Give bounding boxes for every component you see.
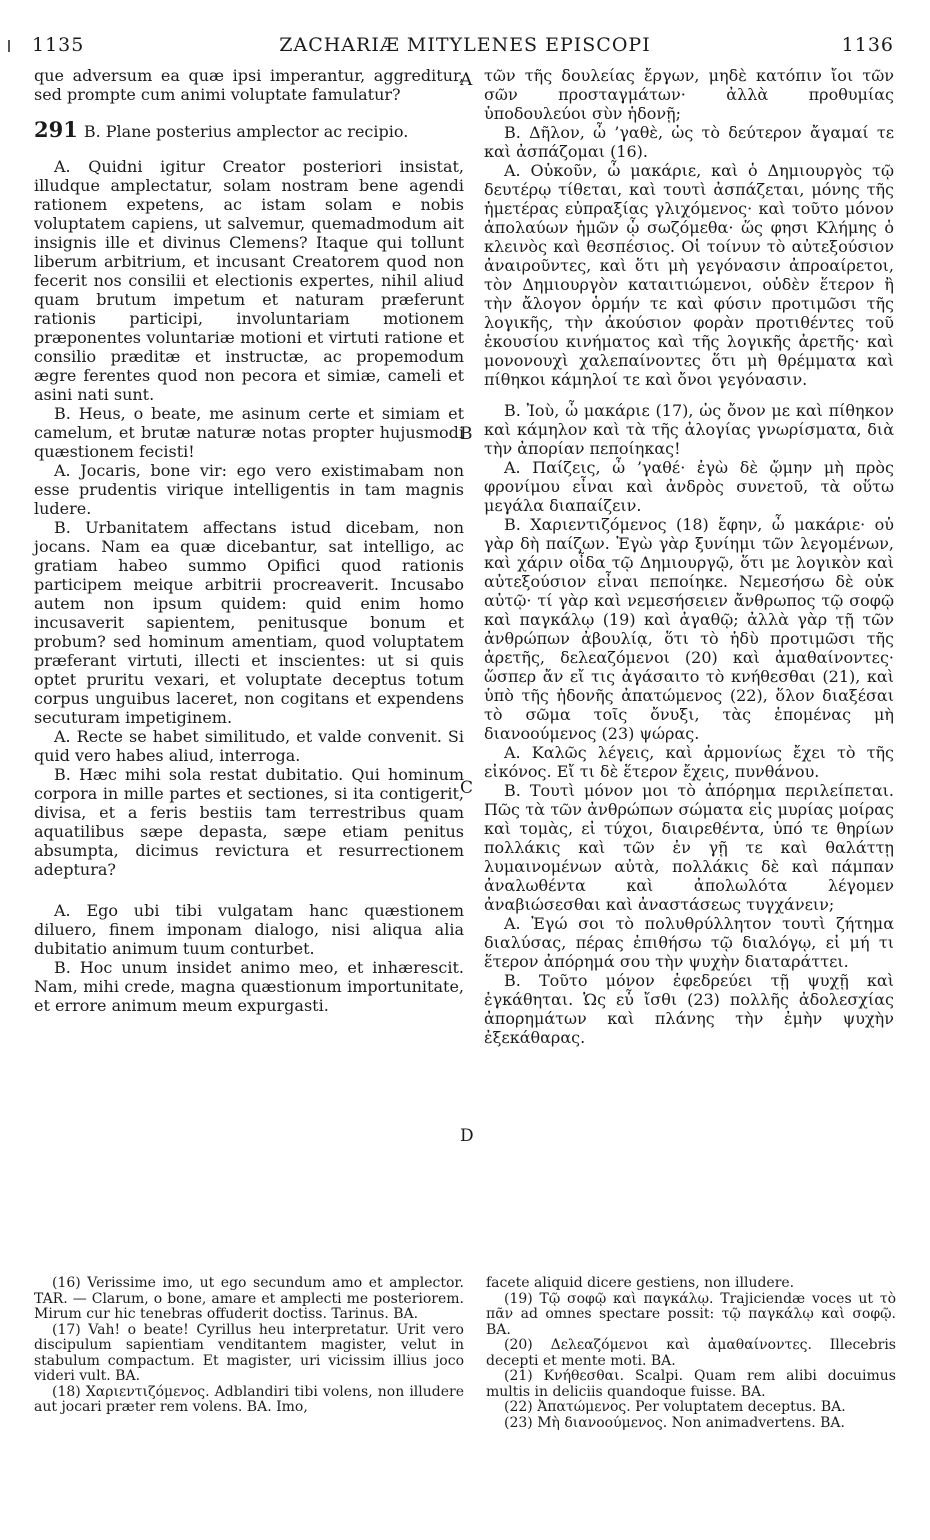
- greek-paragraph: Α. Καλῶς λέγεις, καὶ ἁρμονίως ἔχει τὸ τῆς εἰκόνος. Εἴ τι δὲ ἕτερον ἔχεις, πυνθάνου.: [484, 743, 894, 781]
- footnotes-left: [34, 1276, 464, 1416]
- page-number-left: 1135: [32, 34, 85, 56]
- greek-paragraph: Α. Παίζεις, ὦ ’γαθέ· ἐγὼ δὲ ᾤμην μὴ πρὸς φρονίμου εἶναι καὶ ἀνδρὸς συνετοῦ, τὰ οὕτω μεγάλα διαπαίζειν.: [484, 458, 894, 515]
- greek-paragraph: Α. Ἐγώ σοι τὸ πολυθρύλλητον τουτὶ ζήτημα διαλύσας, πέρας ἐπιθήσω τῷ διαλόγῳ, εἰ μή τι ἕτερον ἀπόρημά σου τὴν ψυχὴν διαταράττει.: [484, 914, 894, 971]
- footnote: (19) Τῷ σοφῷ καὶ παγκάλῳ. Trajiciendæ voces ut τὸ πᾶν ad omnes spectare possit: τῷ παγκάλῳ καὶ σοφῷ. BA.: [486, 1290, 896, 1338]
- latin-paragraph: A. Jocaris, bone vir: ego vero existimabam non esse prudentis virique intelligentis in tam magnis ludere.: [34, 461, 464, 518]
- margin-letter-c: C: [460, 778, 474, 798]
- greek-paragraph: Α. Οὐκοῦν, ὦ μακάριε, καὶ ὁ Δημιουργὸς τῷ δευτέρῳ τίθεται, καὶ τουτὶ ἀσπάζεται, μόνης τῆς ἡμετέρας εὐπραξίας γλιχόμενος· καὶ τοῦτο μόνον ἀπολαύων ἡμῶν ᾧ σωζόμεθα· ὥς φησι Κλήμης ὁ κλεινὸς καὶ θεσπέσιος. Οἱ τοίνυν τὸ αὐτεξούσιον ἀναιροῦντες, καὶ ὅτι μὴ γεγόνασιν ἀπροαίρετοι, τὸν Δημιουργὸν καταιτιώμενοι, οὐδὲν ἕτερον ἢ τὴν ἄλογον ὁρμήν τε καὶ φύσιν προτιμῶσι τῆς λογικῆς, τὴν ἀκούσιον φορὰν προτιθέντες τοῦ ἑκουσίου κινήματος καὶ τῆς λογικῆς ἀρετῆς· καὶ μονονουχὶ χαλεπαίνοντες ὅτι μὴ θρέμματα καὶ πίθηκοι κάμηλοί τε καὶ ὄνοι γεγόνασιν.: [484, 161, 894, 389]
- latin-paragraph: que adversum ea quæ ipsi imperantur, aggreditur, sed prompte cum animi voluptate famulatur?: [34, 66, 464, 104]
- footnote: (16) Verissime imo, ut ego secundum amo et amplector. TAR. — Clarum, o bone, amare et amplecti me posteriorem. Mirum cur hic tenebras offuderit doctiss. Tarinus. BA.: [34, 1275, 464, 1322]
- greek-paragraph: Β. Ἰοὺ, ὦ μακάριε (17), ὡς ὄνον με καὶ πίθηκον καὶ κάμηλον καὶ τὰ τῆς ἀλογίας γνωρίσματα, διὰ τὴν ἀπορίαν πεποίηκας!: [484, 401, 894, 458]
- greek-paragraph: Β. Τοῦτο μόνον ἐφεδρεύει τῇ ψυχῇ καὶ ἐγκάθηται. Ὡς εὖ ἴσθι (23) πολλῆς ἀδολεσχίας ἀπορημάτων καὶ πλάνης τὴν ἐμὴν ψυχὴν ἐξεκάθαρας.: [484, 971, 894, 1047]
- footnote: facete aliquid dicere gestiens, non illudere.: [486, 1275, 795, 1291]
- latin-paragraph: [34, 117, 464, 142]
- footnote: (18) Χαριεντιζόμενος. Adblandiri tibi volens, non illudere aut jocari præter rem volens. BA. Imo,: [34, 1383, 464, 1415]
- footnotes-right: [486, 1276, 896, 1431]
- footnote: (17) Vah! o beate! Cyrillus heu interpretatur. Urit vero discipulum sapientiam venditantem magister, velut in stabulum compactum. Et magister, uri vicissim illius joco videri vult. BA.: [34, 1321, 464, 1384]
- latin-text: B. Plane posterius amplector ac recipio.: [83, 122, 409, 141]
- footnote: (22) Ἀπατώμενος. Per voluptatem deceptus. BA.: [504, 1399, 846, 1415]
- latin-paragraph: A. Ego ubi tibi vulgatam hanc quæstionem diluero, finem imponam dialogo, nisi aliqua alia dubitatio animum tuum conturbet.: [34, 901, 464, 958]
- greek-paragraph: Β. Δῆλον, ὦ ’γαθὲ, ὡς τὸ δεύτερον ἄγαμαί τε καὶ ἀσπάζομαι (16).: [484, 123, 894, 161]
- greek-paragraph: τῶν τῆς δουλείας ἔργων, μηδὲ κατόπιν ἴοι τῶν σῶν προσταγμάτων· ἀλλὰ προθυμίας ὑποδουλεύοι σὺν ἡδονῇ;: [484, 66, 894, 123]
- section-number: 291: [34, 117, 78, 142]
- running-title: ZACHARIÆ MITYLENES EPISCOPI: [279, 34, 651, 56]
- footnote: (23) Μὴ διανοούμενος. Non animadvertens. BA.: [504, 1414, 845, 1431]
- greek-paragraph: Β. Τουτὶ μόνον μοι τὸ ἀπόρημα περιλείπεται. Πῶς τὰ τῶν ἀνθρώπων σώματα εἰς μυρίας μοίρας καὶ τομὰς, εἰ τύχοι, διαιρεθέντα, ὑπό τε θηρίων πολλάκις καὶ τῶν ἐν γῇ τε καὶ θαλάττῃ λυμαινομένων αὐτὰ, πολλάκις δὲ καὶ πάμπαν ἀναλωθέντα καὶ ἀπολωλότα λέγομεν ἀναβιώσεσθαι καὶ ἀναστάσεως τυγχάνειν;: [484, 781, 894, 914]
- latin-paragraph: A. Recte se habet similitudo, et valde convenit. Si quid vero habes aliud, interroga.: [34, 727, 464, 765]
- page-number-right: 1136: [841, 34, 894, 56]
- latin-paragraph: B. Hoc unum insidet animo meo, et inhærescit. Nam, mihi crede, magna quæstionum importunitate, et errore animum meum expurgasti.: [34, 958, 464, 1015]
- latin-paragraph: A. Quidni igitur Creator posteriori insistat, illudque amplectatur, solam nostram bene agendi rationem expetens, ac istam solam e nobis voluptatem capiens, ut salvemur, quemadmodum ait insignis ille et divinus Clemens? Itaque qui tollunt liberum arbitrium, et incusant Creatorem quod non fecerit nos consilii et electionis expertes, nihil aliud quam brutum impetum et naturam præferunt rationis participi, involuntariam motionem præponentes voluntariæ motioni et virtuti ratione et consilio præditæ et instructæ, ac propemodum ægre ferentes quod non pecora et simiæ, cameli et asini nati sunt.: [34, 157, 464, 404]
- latin-paragraph: B. Urbanitatem affectans istud dicebam, non jocans. Nam ea quæ dicebantur, sat intelligo, ac gratiam habeo summo Opifici quod rationis participem meique arbitrii procreaverit. Incusabo autem non ipsum quidem: quid enim homo incusaverit sapientem, penitusque bonum et probum? sed hominum amentiam, quod voluptatem præferant virtuti, illecti et inscientes: ut si quis optet pruritu vexari, et voluptate deceptus totum corpus unguibus laceret, non cogitans et expendens secuturam impetiginem.: [34, 518, 464, 727]
- latin-paragraph: B. Hæc mihi sola restat dubitatio. Qui hominum corpora in mille partes et sectiones, si ita contigerit, divisa, et a feris bestiis tam terrestribus quam aquatilibus sæpe depasta, sæpe etiam penitus absumpta, dicimus revictura et resurrectionem adeptura?: [34, 765, 464, 879]
- footnote: (20) Δελεαζόμενοι καὶ ἀμαθαίνοντες. Illecebris decepti et mente moti. BA.: [486, 1337, 896, 1369]
- footnote: (21) Κνήθεσθαι. Scalpi. Quam rem alibi docuimus multis in deliciis quandoque fuisse. BA.: [486, 1368, 896, 1400]
- latin-column: [34, 66, 464, 1015]
- margin-letter-a: A: [460, 70, 473, 90]
- latin-paragraph: B. Heus, o beate, me asinum certe et simiam et camelum, et brutæ naturæ notas propter hujusmodi quæstionem fecisti!: [34, 404, 464, 461]
- greek-column: [484, 66, 894, 1047]
- margin-letter-b: B: [460, 424, 473, 444]
- greek-paragraph: Β. Χαριεντιζόμενος (18) ἔφην, ὦ μακάριε· οὐ γὰρ δὴ παίζων. Ἐγὼ γὰρ ξυνίημι τῶν λεγομένων, καὶ χάριν οἶδα τῷ Δημιουργῷ, ὅτι με λογικὸν καὶ αὐτεξούσιον εἶναι πεποίηκε. Νεμεσήσω δὲ οὐκ αὐτῷ· τί γὰρ καὶ νεμεσήσειεν ἄνθρωπος τῷ σοφῷ καὶ παγκάλῳ (19) καὶ ἀγαθῷ; ἀλλὰ γὰρ τῇ τῶν ἀνθρώπων ἀβουλίᾳ, ὅτι τὸ ἡδὺ προτιμῶσι τῆς ἀρετῆς, δελεαζόμενοι (20) καὶ ἀμαθαίνοντες· ὥσπερ ἄν εἴ τις ἀγάσαιτο τὸ κνήθεσθαι (21), καὶ ὑπὸ τῆς ἡδονῆς ἀπατώμενος (22), ὅλον διαξέσαι τὸ σῶμα τοῖς ὄνυξι, τὰς ἑπομένας μὴ διανοούμενος (23) ψώρας.: [484, 515, 894, 743]
- margin-letter-d: D: [460, 1126, 474, 1146]
